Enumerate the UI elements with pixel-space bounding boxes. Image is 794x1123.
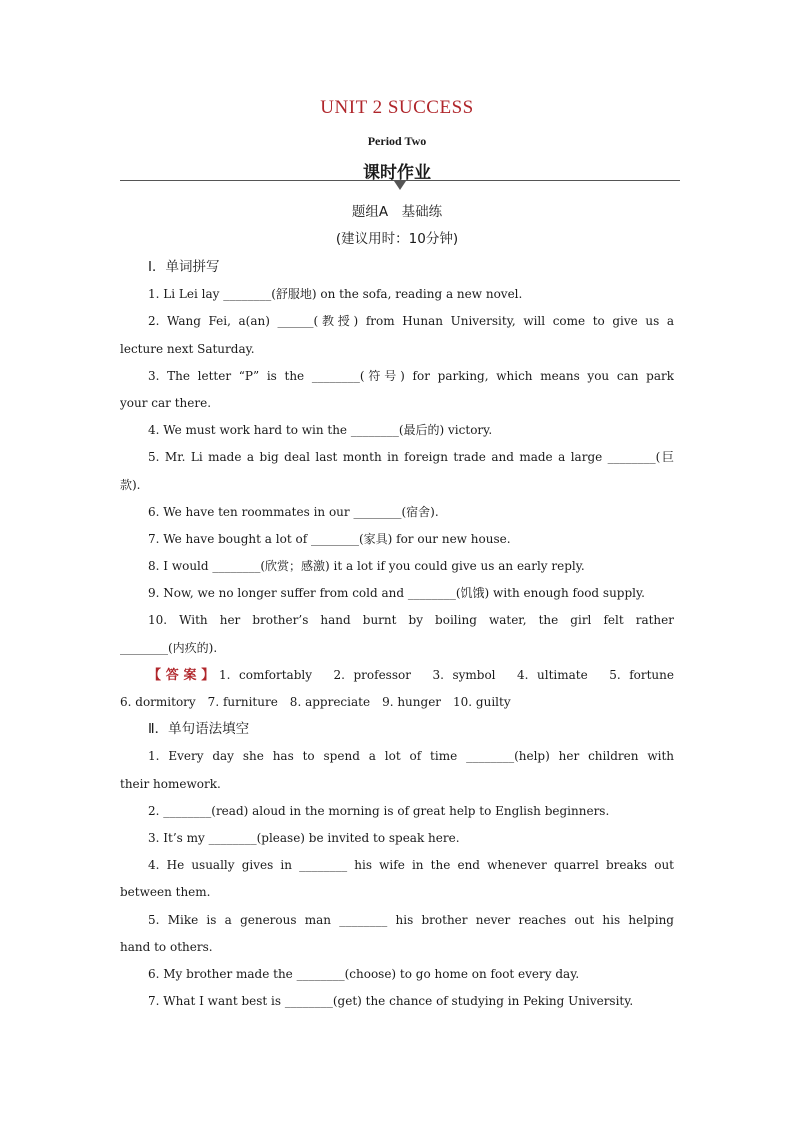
question-line: lecture next Saturday.	[120, 341, 255, 356]
question-line: 3. The letter “P” is the ________(符号) for parking, which means you can park	[148, 368, 674, 383]
question-line: 6. My brother made the ________(choose) to go home on foot every day.	[148, 966, 580, 981]
answer-text-1: 1. comfortably 2. professor 3. symbol 4. ultimate 5. fortune	[218, 667, 674, 682]
question-line: 4. We must work hard to win the ________(最后的) victory.	[148, 423, 493, 438]
question-line: your car there.	[120, 395, 212, 410]
suggested-time: (建议用时：10分钟)	[335, 231, 459, 247]
question-line: 2. ________(read) aloud in the morning is of great help to English beginners.	[148, 803, 610, 818]
question-line: ________(内疚的).	[120, 640, 218, 655]
question-line: between them.	[120, 885, 211, 900]
part2-heading: Ⅱ．单句语法填空	[148, 721, 250, 738]
question-line: 款).	[120, 477, 141, 492]
question-line: 6. We have ten roommates in our ________(宿舍).	[148, 504, 439, 519]
question-line: 5. Mike is a generous man ________ his brother never reaches out his helping	[148, 912, 674, 927]
question-line: 3. It’s my ________(please) be invited to speak here.	[148, 830, 460, 845]
exercise-group-label: 题组A 基础练	[351, 204, 443, 220]
question-line: 7. We have bought a lot of ________(家具) for our new house.	[148, 531, 511, 546]
part1-heading: Ⅰ．单词拼写	[148, 259, 220, 275]
section-title: 课时作业	[363, 163, 431, 183]
period-label: Period Two	[367, 134, 427, 148]
question-line: 4. He usually gives in ________ his wife in the end whenever quarrel breaks out	[148, 858, 674, 873]
question-line: 9. Now, we no longer suffer from cold and ________(饥饿) with enough food supply.	[148, 586, 645, 601]
question-line: their homework.	[120, 776, 221, 791]
question-line: 2. Wang Fei, a(an) ______(教授) from Hunan University, will come to give us a	[148, 314, 674, 329]
question-line: 10. With her brother’s hand burnt by boiling water, the girl felt rather	[148, 613, 674, 628]
question-line: 8. I would ________(欣赏；感激) it a lot if you could give us an early reply.	[148, 559, 585, 574]
part1-questions	[120, 281, 674, 662]
question-line: hand to others.	[120, 939, 213, 954]
answer-tag: 【答案】	[148, 667, 219, 683]
answer-line-1	[120, 662, 674, 689]
question-line: 1. Every day she has to spend a lot of time ________(help) her children with	[148, 749, 674, 764]
question-line: 1. Li Lei lay ________(舒服地) on the sofa, reading a new novel.	[148, 287, 523, 302]
question-line: 5. Mr. Li made a big deal last month in foreign trade and made a large ________(巨	[148, 450, 674, 465]
page-title: UNIT 2 SUCCESS	[320, 97, 474, 118]
divider-triangle-icon	[394, 181, 406, 190]
question-line: 7. What I want best is ________(get) the chance of studying in Peking University.	[148, 994, 634, 1009]
exercise-content	[120, 254, 674, 1015]
answer-line-2: 6. dormitory 7. furniture 8. appreciate 9. hunger 10. guilty	[120, 695, 511, 709]
part2-questions	[120, 743, 674, 1015]
